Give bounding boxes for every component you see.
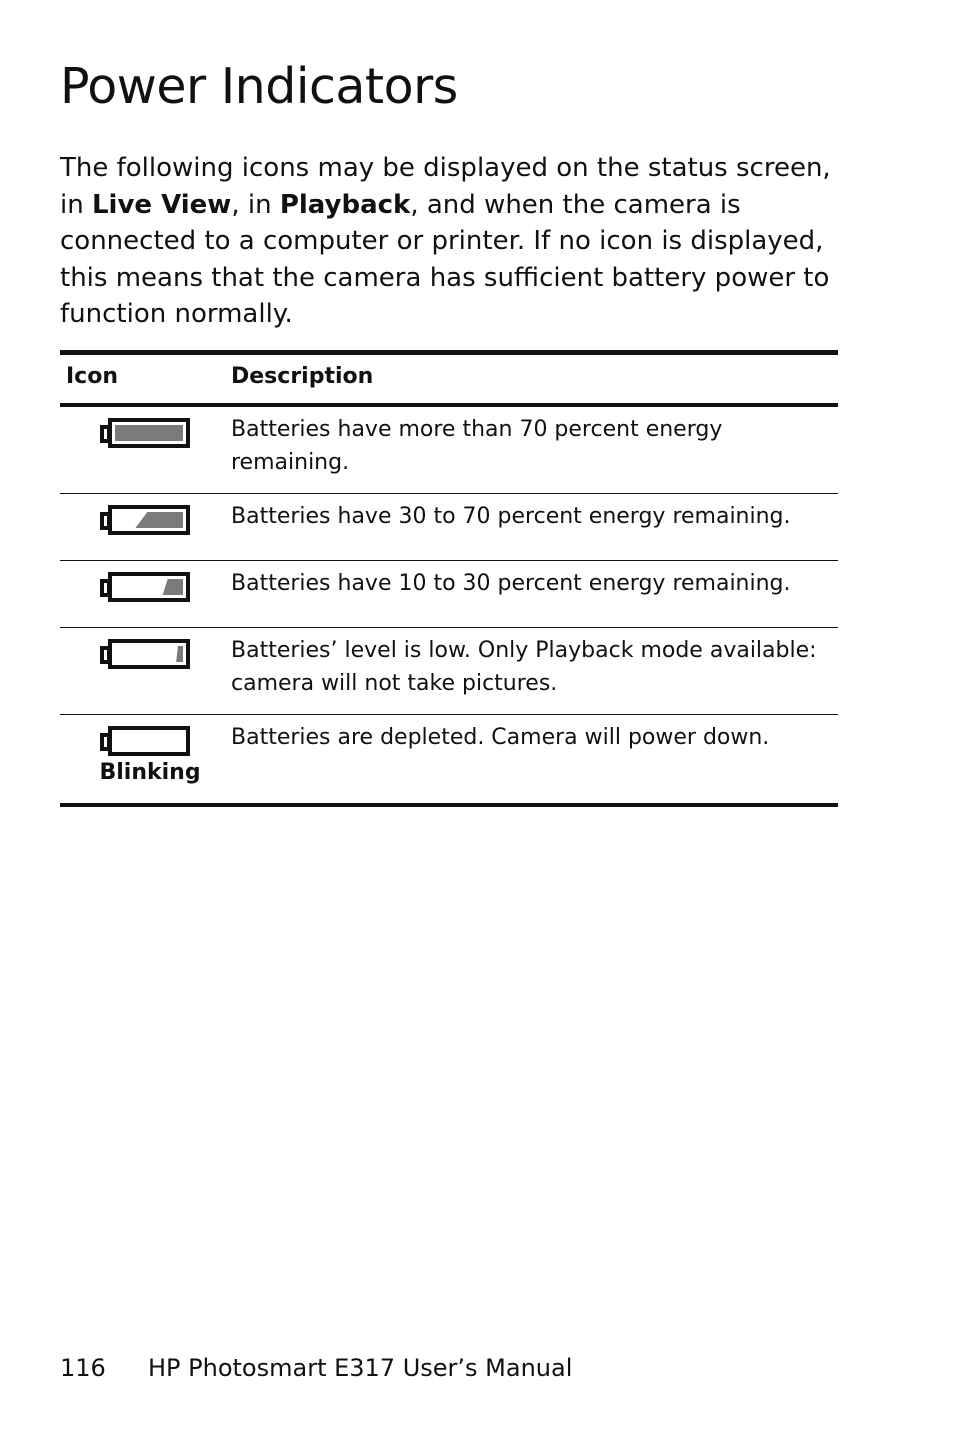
icon-cell <box>60 561 231 628</box>
intro-text-3: , and when the camera is connected to a computer or printer. If no icon is displayed, this means that the camera has sufficient battery power to function normally. <box>60 189 830 329</box>
intro-paragraph <box>60 150 850 333</box>
live-view-term: Live View <box>91 189 232 220</box>
description-cell: Batteries have more than 70 percent energy remaining. <box>231 405 838 494</box>
table-row <box>60 715 838 806</box>
battery-medium-icon <box>100 567 192 603</box>
battery-empty-icon <box>99 721 201 787</box>
intro-text-2: , in <box>231 189 280 220</box>
icon-cell <box>60 628 231 715</box>
intro-text-1: The following icons may be displayed on the status screen, in <box>60 153 831 220</box>
table-row <box>60 494 838 561</box>
page-title: Power Indicators <box>60 58 458 115</box>
power-indicator-table <box>60 350 838 807</box>
page-footer <box>60 1350 572 1386</box>
icon-cell <box>60 494 231 561</box>
battery-level-fill <box>162 579 182 595</box>
playback-term: Playback <box>279 189 411 220</box>
icon-cell <box>60 715 231 806</box>
battery-level-fill <box>115 425 183 441</box>
battery-level-fill <box>135 512 183 528</box>
description-cell: Batteries’ level is low. Only Playback mode available: camera will not take pictures. <box>231 628 838 715</box>
description-cell: Batteries have 10 to 30 percent energy remaining. <box>231 561 838 628</box>
description-column-header: Description <box>231 353 838 406</box>
blinking-label: Blinking <box>99 760 201 785</box>
table-header-row <box>60 353 838 406</box>
manual-title: HP Photosmart E317 User’s Manual <box>148 1354 573 1382</box>
battery-low-icon <box>100 634 192 670</box>
icon-cell <box>60 405 231 494</box>
battery-level-fill <box>176 646 183 662</box>
battery-high-icon <box>100 500 192 536</box>
page-number: 116 <box>60 1354 106 1382</box>
description-cell: Batteries are depleted. Camera will power down. <box>231 715 838 806</box>
description-cell: Batteries have 30 to 70 percent energy remaining. <box>231 494 838 561</box>
table-row <box>60 405 838 494</box>
table-row <box>60 561 838 628</box>
battery-full-icon <box>100 413 192 449</box>
icon-column-header: Icon <box>60 353 231 406</box>
table-row <box>60 628 838 715</box>
